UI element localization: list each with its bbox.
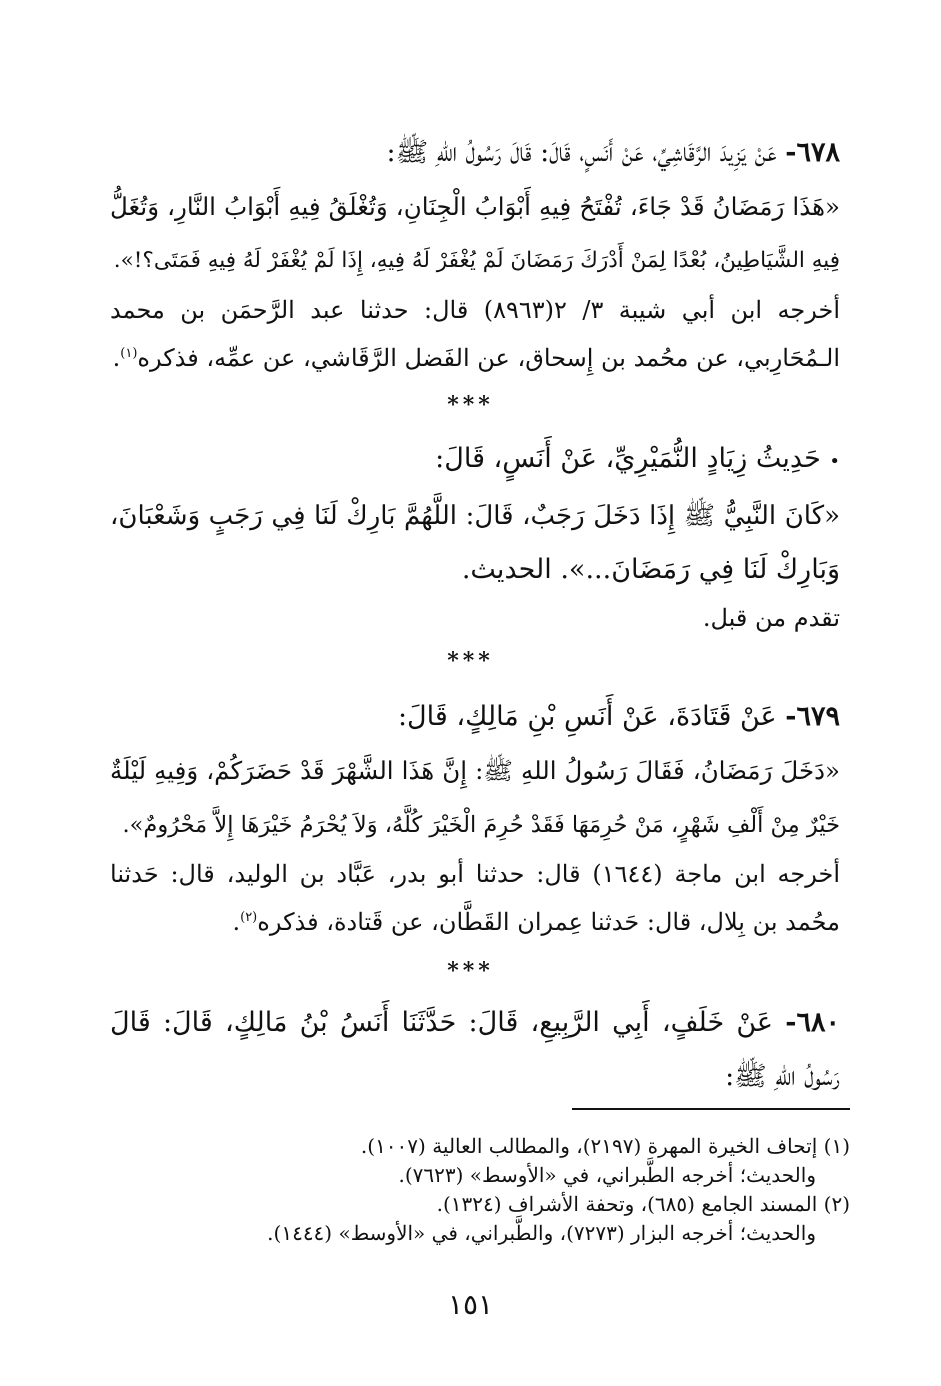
hadith-isnad: عَنْ يَزِيدَ الرَّقَاشِيِّ، عَنْ أَنَسٍ، قَالَ: قَالَ رَسُولُ اللهِ ﷺ: — [386, 137, 777, 168]
hadith-ziyad-head — [110, 432, 840, 489]
hadith-680-head — [110, 996, 840, 1050]
bullet-icon: • — [829, 451, 840, 472]
takhrij-line: محُمد بن بِلال، قال: حَدثنا عِمران القَطَّان، عن قَتادة، فذكره$^{(٢)}$. — [232, 908, 840, 936]
cross-reference-note: تقدم من قبل. — [702, 604, 840, 632]
takhrij-text: الـمُحَارِبي، عن محُمد بن إِسحاق، عن الفَضل الرَّقَاشي، عن عمِّه، فذكره — [137, 344, 840, 372]
ziyad-note — [110, 596, 840, 640]
takhrij-text: محُمد بن بِلال، قال: حَدثنا عِمران القَطَّان، عن قَتادة، فذكره — [257, 908, 840, 936]
hadith-isnad: عَنْ قَتَادَةَ، عَنْ أَنَسِ بْنِ مَالِكٍ، قَالَ: — [397, 701, 777, 732]
footnote-1: (١) إتحاف الخيرة المهرة (٢١٩٧)، والمطالب العالية (١٠٠٧). — [360, 1134, 850, 1158]
hadith-680 — [110, 996, 840, 1104]
takhrij-line: أخرجه ابن أبي شيبة ٣/ ٢(٨٩٦٣) قال: حدثنا عبد الرَّحمَن بن محمد — [110, 296, 840, 324]
hadith-679-head — [110, 690, 840, 744]
separator-stars: *** — [447, 392, 494, 418]
hadith-678-head — [110, 126, 840, 180]
takhrij-line: أخرجه ابن ماجة (١٦٤٤) قال: حدثنا أبو بدر، عَبَّاد بن الوليد، قال: حَدثنا — [110, 860, 840, 888]
footnote-divider — [572, 1108, 850, 1110]
footnote-ref: (١) — [120, 346, 138, 361]
footnote-ref: (٢) — [240, 910, 258, 925]
takhrij-679 — [110, 852, 840, 944]
separator-stars: *** — [447, 648, 494, 674]
separator-stars: *** — [447, 958, 494, 984]
hadith-text-line: فِيهِ الشَّيَاطِينُ، بُعْدًا لِمَنْ أَدْرَكَ رَمَضَانَ لَمْ يُغْفَرْ لَهُ فِيهِ، إِذَا لَمْ يُغْفَرْ لَهُ فِيهِ فَمَتَى؟!». — [113, 248, 840, 273]
hadith-678 — [110, 126, 840, 288]
hadith-number: ٦٨٠- — [785, 1007, 840, 1038]
hadith-number: ٦٧٩- — [785, 701, 840, 732]
hadith-text-line: رَسُولُ اللهِ ﷺ: — [725, 1061, 840, 1092]
footnote-1-cont: والحديث؛ أخرجه الطَّبراني، في «الأوسط» (٧٦٢٣). — [398, 1163, 816, 1187]
hadith-isnad: حَدِيثُ زِيَادٍ النُّمَيْرِيِّ، عَنْ أَنَسٍ، قَالَ: — [435, 443, 821, 474]
takhrij-line: الـمُحَارِبي، عن محُمد بن إِسحاق، عن الفَضل الرَّقَاشي، عن عمِّه، فذكره$^{(١)}$. — [112, 344, 840, 372]
hadith-text-line: «دَخَلَ رَمَضَانُ، فَقَالَ رَسُولُ اللهِ ﷺ: إِنَّ هَذَا الشَّهْرَ قَدْ حَضَرَكُمْ، وَفِيهِ لَيْلَةٌ — [110, 756, 840, 785]
hadith-text: عَنْ خَلَفٍ، أَبِي الرَّبِيعِ، قَالَ: حَدَّثَنَا أَنَسُ بْنُ مَالِكٍ، قَالَ: قَالَ — [110, 1007, 774, 1038]
hadith-number: ٦٧٨- — [785, 137, 840, 168]
hadith-ziyad — [110, 432, 840, 597]
footnote-2: (٢) المسند الجامع (٦٨٥)، وتحفة الأشراف (١٣٢٤). — [436, 1192, 850, 1216]
footnotes — [250, 1132, 850, 1248]
footnote-2-cont: والحديث؛ أخرجه البزار (٧٢٧٣)، والطَّبراني، في «الأوسط» (١٤٤٤). — [267, 1221, 816, 1245]
hadith-text-line: خَيْرٌ مِنْ أَلْفِ شَهْرٍ، مَنْ حُرِمَهَا فَقَدْ حُرِمَ الْخَيْرَ كُلَّهُ، وَلاَ يُحْرَمُ خَيْرَهَا إِلاَّ مَحْرُومٌ». — [122, 812, 840, 838]
takhrij-678 — [110, 288, 840, 380]
hadith-text-line: وَبَارِكْ لَنَا فِي رَمَضَانَ...». الحديث. — [461, 554, 840, 585]
page-number: ١٥١ — [447, 1288, 494, 1321]
hadith-679 — [110, 690, 840, 852]
hadith-text-line: «كَانَ النَّبِيُّ ﷺ إِذَا دَخَلَ رَجَبٌ، قَالَ: اللَّهُمَّ بَارِكْ لَنَا فِي رَجَبٍ وَشَعْبَانَ، — [110, 501, 840, 531]
hadith-text-line: «هَذَا رَمَضَانُ قَدْ جَاءَ، تُفْتَحُ فِيهِ أَبْوَابُ الْجِنَانِ، وَتُغْلَقُ فِيهِ أَبْوَابُ النَّارِ، وَتُغَلُّ — [110, 192, 840, 221]
